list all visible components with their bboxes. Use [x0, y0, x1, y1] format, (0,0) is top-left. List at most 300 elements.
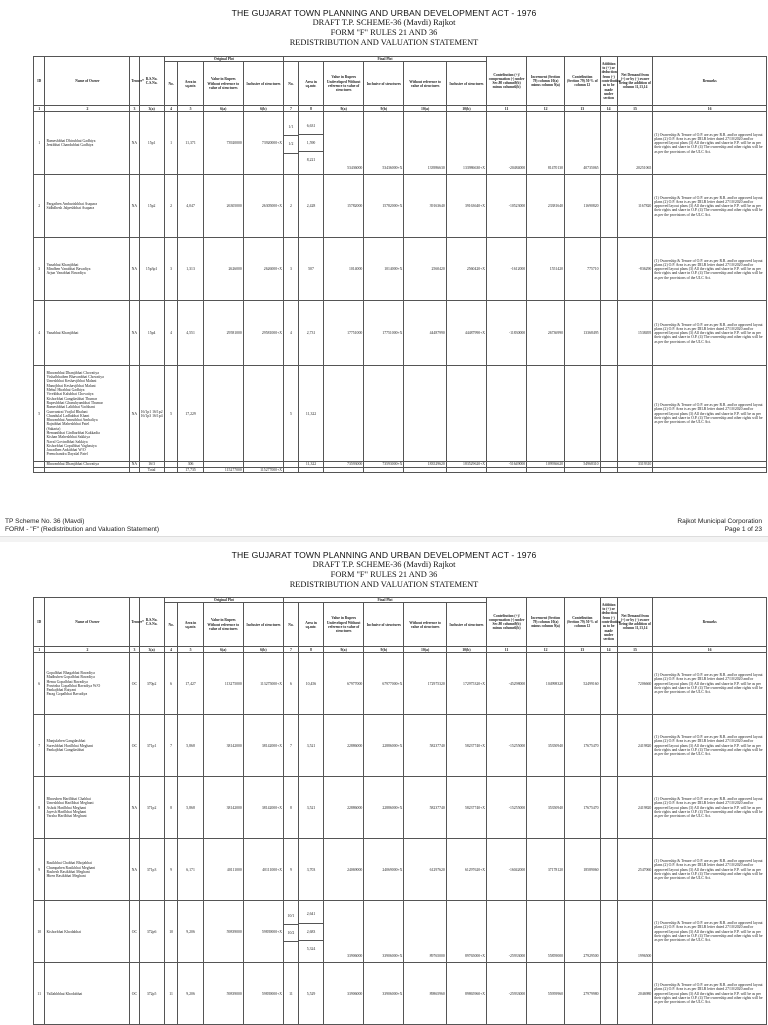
final-plot-area: 11,322	[298, 462, 323, 467]
original-plot-value-incl: 38142000+X	[243, 715, 283, 777]
survey-number: 15p1	[139, 112, 164, 175]
contribution-value: -1612000	[487, 238, 527, 301]
semi-final-value: 89765000	[404, 901, 446, 963]
original-plot-value: 2626000	[203, 238, 243, 301]
header-fp-without: Without reference to value of structures	[404, 62, 446, 106]
original-plot-value	[203, 366, 243, 462]
column-number: 1	[34, 106, 45, 112]
survey-number: 15p3p1	[139, 238, 164, 301]
survey-number: 371p3	[139, 839, 164, 901]
original-plot-value-incl	[243, 366, 283, 462]
original-plot-value-incl: 40111000+X	[243, 839, 283, 901]
final-plot-value: 33906000	[324, 963, 364, 1025]
owner-names	[45, 653, 130, 715]
final-plot-value: 15782000	[324, 175, 364, 238]
header-fp-incl: Inclusive of structures	[364, 62, 404, 106]
owner-name: Premchandra Dayalal Patel	[46, 452, 88, 457]
original-plot-number: 9	[164, 839, 178, 901]
survey-number: 370p2	[139, 653, 164, 715]
owner-name: Ashok Harilbhai Meghani	[46, 805, 87, 810]
increment-value: 37178120	[527, 839, 565, 901]
footer-page-number: Page 1 of 23	[724, 526, 762, 533]
final-plot-number: 4	[283, 301, 298, 366]
semi-final-value-incl: 89765000+X	[446, 901, 486, 963]
original-plot-area: 17,427	[178, 653, 203, 715]
form-title: FORM "F" RULES 21 AND 36	[330, 28, 438, 37]
header-id: ID	[34, 57, 45, 106]
contribution-value: -45298000	[487, 653, 527, 715]
header-rs-no: R.S.No. C.S.No.	[139, 598, 164, 647]
semi-final-value: 172975320	[404, 653, 446, 715]
original-plot-value-incl: 73920000+X	[243, 112, 283, 175]
final-plot-value-incl: 33906000+X	[364, 901, 404, 963]
increment-value: 26736990	[527, 301, 565, 366]
header-op-incl: Inclusive of structures	[243, 603, 283, 647]
increment-value: 55959960	[527, 963, 565, 1025]
semi-final-value-incl: 39163640+X	[446, 175, 486, 238]
header-original-plot: Original Plot	[164, 57, 283, 62]
column-number: 5	[178, 106, 203, 112]
final-plot-number: 2	[283, 175, 298, 238]
footer-left	[5, 518, 159, 534]
column-number: 9(b)	[364, 106, 404, 112]
column-number: 13	[565, 106, 601, 112]
plot-row	[34, 839, 767, 901]
owner-name: Kishorbhai Gopalbhai Vaghasiya	[46, 443, 97, 448]
final-plot-number: 5	[283, 366, 298, 462]
contribution-value	[487, 366, 527, 462]
final-plot-area: 5,324	[306, 946, 316, 951]
owner-name: Sidhdhesh Jalpeshbhai Asapara	[46, 206, 95, 211]
contribution-value: -25933000	[487, 901, 527, 963]
remarks-text: (1) Ownership & Tenure of O.P. are as per R.R. and/or approved layout plans (2) O.P. Area is as per DILR letter dated 27/10/2020 and/or approved layout plans (3) All the rights and share in F.P. will be as per their rights and share in O.P. (4) The ownership and other rights will be as per the provisions of the ULC Act.	[653, 112, 767, 175]
addition-value	[600, 112, 617, 175]
scheme-title: DRAFT T.P. SCHEME-36 (Mavdi) Rajkot	[312, 18, 456, 27]
addition-value	[600, 238, 617, 301]
final-plot-number: 1/1	[283, 119, 299, 136]
final-plot-number	[283, 154, 299, 168]
semi-final-value-incl: 58237740+X	[446, 777, 486, 839]
remarks-text: (1) Ownership & Tenure of O.P. are as per R.R. and/or approved layout plans (2) O.P. Area is as per DILR letter dated 27/10/2020 and/or approved layout plans (3) All the rights and share in F.P. will be as per their rights and share in O.P. (4) The ownership and other rights will be as per the provisions of the ULC Act.	[653, 777, 767, 839]
final-plot-area: 11,322	[298, 366, 323, 462]
tenure: NA	[130, 112, 139, 175]
final-plot-number: 11	[283, 963, 298, 1025]
net-demand-value: -836290	[617, 238, 653, 301]
owner-name: Pravinba Gopalbhai Bavadiya W/O	[46, 683, 101, 688]
original-plot-number: 2	[164, 175, 178, 238]
remarks-text: (1) Ownership & Tenure of O.P. are as per R.R. and/or approved layout plans (2) O.P. Area is as per DILR letter dated 27/10/2020 and/or approved layout plans (3) All the rights and share in F.P. will be as per their rights and share in O.P. (4) The ownership and other rights will be as per the provisions of the ULC Act.	[653, 366, 767, 462]
plot-row	[34, 963, 767, 1025]
semi-final-value-incl: 183529620+X	[446, 462, 486, 467]
final-plot-value-incl: 73593000+X	[364, 462, 404, 467]
remarks-text: (1) Ownership & Tenure of O.P. are as per R.R. and/or approved layout plans (2) O.P. Area is as per DILR letter dated 27/10/2020 and/or approved layout plans (3) All the rights and share in F.P. will be as per their rights and share in O.P. (4) The ownership and other rights will be as per the provisions of the ULC Act.	[653, 839, 767, 901]
net-demand-value: 2046980	[617, 963, 653, 1025]
net-demand-value: 1538495	[617, 301, 653, 366]
addition-value	[600, 715, 617, 777]
column-number: 14	[600, 106, 617, 112]
total-area: 17,735	[178, 467, 203, 472]
column-number: 12	[527, 106, 565, 112]
original-plot-value: 26305000	[203, 175, 243, 238]
final-plot-value: 22886000	[324, 715, 364, 777]
net-demand-value: 7206660	[617, 653, 653, 715]
header-id: ID	[34, 598, 45, 647]
owner-name: Kishorbhai Gangdasbhai Thumar	[46, 396, 98, 401]
semi-final-value-incl: 133986630+X	[446, 112, 486, 175]
final-plot-number: 10/1	[283, 908, 299, 925]
original-plot-value: 59839000	[203, 901, 243, 963]
owner-name: Umeshbhai Harilbhai Meghani	[46, 801, 94, 806]
column-number: 15	[617, 647, 653, 653]
column-number: 10(a)	[404, 106, 446, 112]
original-plot-value: 59839000	[203, 963, 243, 1025]
final-plot-number: 6	[283, 653, 298, 715]
column-number: 3	[130, 647, 139, 653]
semi-final-value	[404, 366, 446, 462]
net-demand-value: 2547060	[617, 839, 653, 901]
contribution-value: -51649000	[487, 462, 527, 467]
column-number: 6(a)	[203, 647, 243, 653]
header-op-no: No.	[164, 603, 178, 647]
owner-name: Bhavanbhai Dhanjibhai Chovatiya	[46, 370, 99, 375]
column-number: 3(a)	[139, 647, 164, 653]
contribution-79-value: 775710	[565, 238, 601, 301]
owner-name: Rajnibhai Maheshbhai Patel	[46, 422, 90, 427]
column-number: 6(b)	[243, 106, 283, 112]
footer-form: FORM - "F" (Redistribution and Valuation Statement)	[5, 526, 160, 533]
column-number: 15	[617, 106, 653, 112]
owner-name: Hemantbhai Girdharbhai Kakkadia	[46, 430, 100, 435]
owner-name: Madhuben Gopalbhai Bavadiya	[46, 675, 95, 680]
statement-title: REDISTRIBUTION AND VALUATION STATEMENT	[289, 580, 479, 589]
column-number: 10(b)	[446, 106, 486, 112]
total-value: 115277000	[203, 467, 243, 472]
original-plot-value-incl: 59839000+X	[243, 901, 283, 963]
final-plot-area: 8,221	[306, 158, 316, 163]
owner-name: Pankajbhai Ratyani	[46, 688, 77, 693]
final-plot-area: 2,731	[298, 301, 323, 366]
owner-name: Vishalbhaiben Bhavanbhai Chovatiya	[46, 375, 104, 380]
final-plot-area: 3,521	[298, 715, 323, 777]
owner-name: Umeshbhai Keshavjibhai Malani	[46, 379, 97, 384]
final-plot-area: 3,703	[298, 839, 323, 901]
net-demand-value	[617, 366, 653, 462]
header-fp-area: Area in sq.mtr.	[298, 62, 323, 106]
addition-value	[600, 366, 617, 462]
owner-name: Bhavanbhai Dhanjibhai Chovatiya	[45, 462, 130, 467]
semi-final-value-incl: 2560420+X	[446, 238, 486, 301]
final-plot-area: 3,521	[298, 777, 323, 839]
owner-name: Bhavanbhai Amrutbhai Ambaliya	[46, 418, 98, 423]
addition-value	[600, 301, 617, 366]
act-title: THE GUJARAT TOWN PLANNING AND URBAN DEVELOPMENT ACT - 1976	[231, 8, 537, 18]
original-plot-area: 6,171	[178, 839, 203, 901]
owner-name: Naval Govindbhai Sakkiya	[46, 439, 88, 444]
semi-final-value: 44487990	[404, 301, 446, 366]
owner-names	[45, 839, 130, 901]
addition-value	[600, 777, 617, 839]
semi-final-value-incl: 89865960+X	[446, 963, 486, 1025]
final-plot-value-incl	[364, 366, 404, 462]
column-number: 16	[653, 106, 767, 112]
original-plot-value: 38142000	[203, 715, 243, 777]
owner-name: Rameshbhai Lalitbhai Vachhani	[46, 405, 95, 410]
footer-scheme: TP Scheme No. 36 (Mavdi)	[5, 518, 85, 525]
plot-id: 1	[34, 112, 45, 175]
column-number: 3(a)	[139, 106, 164, 112]
tenure: NA	[131, 462, 138, 467]
increment-value: 1551420	[527, 238, 565, 301]
original-plot-value-incl: 113275000+X	[243, 653, 283, 715]
final-plot-value-incl: 1014000+X	[364, 238, 404, 301]
final-plot-area: 1,590	[298, 135, 324, 152]
header-op-value: Value in Rupees Without reference to value of structures	[203, 603, 243, 647]
owner-name: Varsha Harilbhai Meghani	[46, 814, 87, 819]
header-contribution: Contribution (+)/ compensation (-) under Sec.80 column9(b) minus column6(b)	[487, 57, 527, 106]
plot-row	[34, 301, 767, 366]
addition-value	[600, 175, 617, 238]
original-plot-value-incl: 59839000+X	[243, 963, 283, 1025]
owner-name: Pargatben Ambarishbhai Asapara	[46, 202, 98, 206]
contribution-79-value: 11690820	[565, 175, 601, 238]
net-demand-value: 3319310	[617, 462, 653, 467]
column-number: 3	[130, 106, 139, 112]
net-demand-value: 1167820	[617, 175, 653, 238]
net-demand-value: 1996500	[617, 901, 653, 963]
original-plot-value-incl: 2626000+X	[243, 238, 283, 301]
original-plot-area: 11,371	[178, 112, 203, 175]
column-number: 2	[45, 647, 130, 653]
final-plot-area: 2,683	[298, 924, 324, 941]
header-addition: Addition to (+) or deduction from (-) contribution as to be made under section	[600, 598, 617, 647]
increment-value: 35350940	[527, 777, 565, 839]
increment-value: 109936620	[527, 462, 565, 467]
survey-number: 15p2	[139, 175, 164, 238]
original-plot-number: 7	[164, 715, 178, 777]
header-increment: Increment (Section 79) column 10(a) minus column 9(a)	[527, 598, 565, 647]
final-plot-area: 2,428	[298, 175, 323, 238]
plot-row	[34, 366, 767, 462]
owner-name: Kishorbhai Khodabhai	[46, 929, 81, 934]
final-plot-value: 33906000	[324, 901, 364, 963]
owner-names	[45, 963, 130, 1025]
owner-name: Jayesh Harilbhai Meghani	[46, 809, 87, 814]
contribution-79-value: 17675470	[565, 715, 601, 777]
final-plot-number: 3	[283, 238, 298, 301]
owner-names	[45, 175, 130, 238]
original-plot-value-incl: 26305000+X	[243, 175, 283, 238]
survey-number: 371p2	[139, 777, 164, 839]
remarks-text: (1) Ownership & Tenure of O.P. are as per R.R. and/or approved layout plans (2) O.P. Area is as per DILR letter dated 27/10/2020 and/or approved layout plans (3) All the rights and share in F.P. will be as per their rights and share in O.P. (4) The ownership and other rights will be as per the provisions of the ULC Act.	[653, 238, 767, 301]
semi-final-value: 58237740	[404, 777, 446, 839]
plot-row	[34, 777, 767, 839]
original-plot-number: 8	[164, 777, 178, 839]
addition-value	[600, 901, 617, 963]
final-plot-value-incl: 33906000+X	[364, 963, 404, 1025]
plot-row	[34, 238, 767, 301]
survey-number: 372p6	[139, 901, 164, 963]
owner-name: Jentibhai Chandubhai Gadhiya	[46, 143, 94, 148]
owner-name: Hiren Rasikbhai Meghani	[46, 874, 86, 879]
final-plot-number: 10/2	[283, 925, 299, 942]
semi-final-value: 183529620	[404, 462, 446, 467]
original-plot-value-incl: 38142000+X	[243, 777, 283, 839]
column-number: 7	[283, 647, 298, 653]
plot-id: 3	[34, 238, 45, 301]
final-plot-number: 9	[283, 839, 298, 901]
header-fp-value: Value in Rupees Undeveloped Without reference to value of structures	[324, 603, 364, 647]
final-plot-value-incl: 53436000+X	[364, 112, 404, 175]
original-plot-number: 1	[164, 112, 178, 175]
header-op-no: No.	[164, 62, 178, 106]
contribution-79-value: 13368495	[565, 301, 601, 366]
semi-final-value-incl: 172975320+X	[446, 653, 486, 715]
column-number: 4	[164, 647, 178, 653]
act-title: THE GUJARAT TOWN PLANNING AND URBAN DEVELOPMENT ACT - 1976	[231, 550, 537, 560]
column-number: 11	[487, 647, 527, 653]
header-final-plot: Final Plot	[283, 57, 486, 62]
contribution-79-value: 52499160	[565, 653, 601, 715]
header-op-area: Area in sq.mtr.	[178, 603, 203, 647]
increment-value: 104998320	[527, 653, 565, 715]
final-plot-area: 507	[298, 238, 323, 301]
footer-right	[677, 518, 762, 534]
original-plot-number: 5	[164, 366, 178, 462]
contribution-value: -20484000	[487, 112, 527, 175]
survey-number: 16/3	[139, 462, 164, 467]
header-fp-area: Area in sq.mtr.	[298, 603, 323, 647]
header-fp-incl2: Inclusive of structures	[446, 62, 486, 106]
final-plot-number: 1/2	[283, 136, 299, 153]
column-number: 4	[164, 106, 178, 112]
semi-final-value-incl: 61297620+X	[446, 839, 486, 901]
final-plot-value-incl: 17751000+X	[364, 301, 404, 366]
original-plot-area: 9,206	[178, 963, 203, 1025]
contribution-79-value: 27979980	[565, 963, 601, 1025]
original-plot-value: 73920000	[203, 112, 243, 175]
semi-final-value: 61297620	[404, 839, 446, 901]
form-title: FORM "F" RULES 21 AND 36	[330, 570, 438, 579]
owner-names	[45, 301, 130, 366]
header-owner: Name of Owner	[45, 598, 130, 647]
header-fp-without: Without reference to value of structures	[404, 603, 446, 647]
survey-number: 16/1p1 16/1p2 16/1p3 16/1p4	[139, 366, 164, 462]
original-plot-area: 5,868	[178, 777, 203, 839]
column-number: 14	[600, 647, 617, 653]
owner-name: Vanabhai Khanjibhai	[46, 331, 79, 336]
header-fp-no: No.	[283, 603, 298, 647]
remarks-text: (1) Ownership & Tenure of O.P. are as per R.R. and/or approved layout plans (2) O.P. Area is as per DILR letter dated 27/10/2020 and/or approved layout plans (3) All the rights and share in F.P. will be as per their rights and share in O.P. (4) The ownership and other rights will be as per the provisions of the ULC Act.	[653, 301, 767, 366]
final-plot-number: 8	[283, 777, 298, 839]
contribution-79-value: 54968310	[565, 462, 601, 467]
owner-names	[45, 366, 130, 462]
header-contrib79: Contribution (Section 79) 50 % of column 12	[565, 57, 601, 106]
header-owner: Name of Owner	[45, 57, 130, 106]
net-demand-value: 2419820	[617, 777, 653, 839]
final-plot-value-incl: 22886000+X	[364, 715, 404, 777]
header-op-incl: Inclusive of structures	[243, 62, 283, 106]
original-plot-area: 17,229	[178, 366, 203, 462]
final-plot-value: 73593000	[324, 462, 364, 467]
contribution-79-value	[565, 366, 601, 462]
original-plot-area: 9,206	[178, 901, 203, 963]
tenure: NA	[130, 777, 139, 839]
increment-value: 35350940	[527, 715, 565, 777]
header-fp-incl2: Inclusive of structures	[446, 603, 486, 647]
semi-final-value-incl: 44487990+X	[446, 301, 486, 366]
net-demand-value: 20251065	[617, 112, 653, 175]
header-increment: Increment (Section 79) column 10(a) minus column 9(a)	[527, 57, 565, 106]
tenure: NA	[130, 839, 139, 901]
statement-title: REDISTRIBUTION AND VALUATION STATEMENT	[289, 38, 479, 47]
owner-name: Chandulal Ladhabhai Khant	[46, 413, 90, 418]
original-plot-area: 5,868	[178, 715, 203, 777]
plot-id: 2	[34, 175, 45, 238]
plot-id: 9	[34, 839, 45, 901]
tenure: OC	[130, 715, 139, 777]
semi-final-value-incl	[446, 366, 486, 462]
net-demand-value: 2419820	[617, 715, 653, 777]
semi-final-value-incl: 58237740+X	[446, 715, 486, 777]
remarks-text: (1) Ownership & Tenure of O.P. are as per R.R. and/or approved layout plans (2) O.P. Area is as per DILR letter dated 27/10/2020 and/or approved layout plans (3) All the rights and share in F.P. will be as per their rights and share in O.P. (4) The ownership and other rights will be as per the provisions of the ULC Act.	[653, 175, 767, 238]
owner-name: Bhavuben Harilbhai Chabhai	[46, 797, 91, 802]
final-plot-areas	[298, 112, 323, 175]
column-number: 13	[565, 647, 601, 653]
contribution-value: -15255000	[487, 777, 527, 839]
increment-value	[527, 366, 565, 462]
header-contribution: Contribution (+)/ compensation (-) under Sec.80 column9(b) minus column6(b)	[487, 598, 527, 647]
remarks-text: (1) Ownership & Tenure of O.P. are as per R.R. and/or approved layout plans (2) O.P. Area is as per DILR letter dated 27/10/2020 and/or approved layout plans (3) All the rights and share in F.P. will be as per their rights and share in O.P. (4) The ownership and other rights will be as per the provisions of the ULC Act.	[653, 963, 767, 1025]
header-op-value: Value in Rupees Without reference to value of structures	[203, 62, 243, 106]
owner-names	[45, 777, 130, 839]
column-number: 6(a)	[203, 106, 243, 112]
owner-name: Hemu Gopalbhai Bavadiya	[46, 679, 88, 684]
contribution-value: -11830000	[487, 301, 527, 366]
original-plot-number: 4	[164, 301, 178, 366]
owner-name: Manojbhai Keshavjibhai Malani	[46, 383, 96, 388]
addition-value	[600, 653, 617, 715]
owner-name: Rashesh Rasikbhai Meghani	[46, 869, 90, 874]
original-plot-area: 4,047	[178, 175, 203, 238]
original-plot-number: 11	[164, 963, 178, 1025]
header-net-demand: Net Demand from (+) or by (-) owner being the addition of column 11,13,14	[617, 57, 653, 106]
column-number: 2	[45, 106, 130, 112]
original-plot-number: 6	[164, 653, 178, 715]
owner-name: Champaben Rasikbhai Meghani	[46, 865, 96, 870]
header-original-plot: Original Plot	[164, 598, 283, 603]
addition-value	[600, 963, 617, 1025]
final-plot-area: 6,631	[298, 118, 324, 135]
semi-final-value: 58237740	[404, 715, 446, 777]
header-tenure: Tenure*	[130, 57, 139, 106]
owner-name: Sureshbhai Harilbhai Meghani	[46, 743, 94, 748]
owner-name: Kishan Maheshbhai Sakkiya	[46, 435, 90, 440]
addition-value	[600, 839, 617, 901]
column-number: 1	[34, 647, 45, 653]
column-number: 8	[298, 647, 323, 653]
final-plot-numbers	[283, 901, 298, 963]
final-plot-value-incl: 24069000+X	[364, 839, 404, 901]
owner-name: Arjun Vanabhai Bavadiya	[46, 271, 86, 276]
column-number: 9(b)	[364, 647, 404, 653]
column-number: 5	[178, 647, 203, 653]
original-plot-value: 38142000	[203, 777, 243, 839]
column-number: 8	[298, 106, 323, 112]
header-addition: Addition to (+) or deduction from (-) contribution as to be made under section	[600, 57, 617, 106]
header-remarks: Remarks	[653, 57, 767, 106]
column-number: 16	[653, 647, 767, 653]
final-plot-value: 22886000	[324, 777, 364, 839]
